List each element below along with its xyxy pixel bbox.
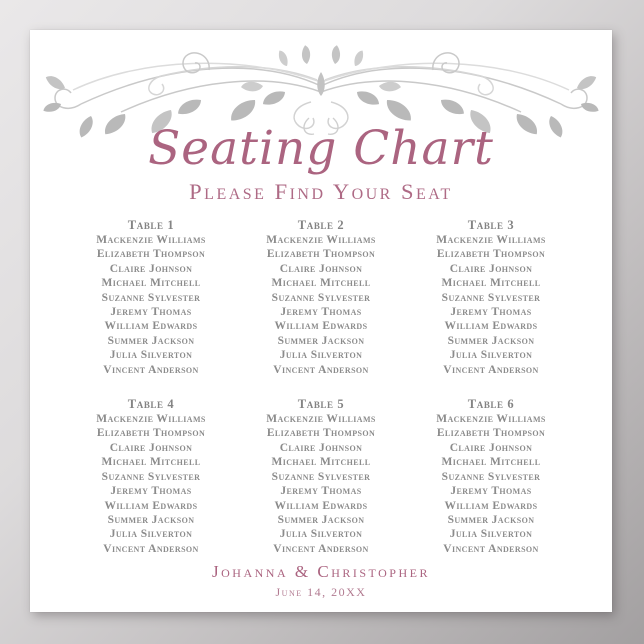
guest-name: Jeremy Thomas: [110, 485, 192, 498]
guest-name: Summer Jackson: [447, 334, 535, 347]
guest-name: Vincent Anderson: [103, 542, 199, 555]
guest-name: Jeremy Thomas: [450, 485, 532, 498]
guest-name: Michael Mitchell: [101, 277, 201, 290]
table-1-header: Table 1: [127, 218, 175, 232]
guest-name: Claire Johnson: [449, 441, 533, 454]
guest-name: Summer Jackson: [447, 513, 535, 526]
table-5-guests: [236, 412, 406, 556]
guest-name: Suzanne Sylvester: [441, 291, 541, 304]
guest-name: Jeremy Thomas: [280, 485, 362, 498]
guest-name: Jeremy Thomas: [110, 306, 192, 319]
guest-name: Julia Silverton: [279, 528, 363, 541]
guest-name: Suzanne Sylvester: [101, 470, 201, 483]
table-5-header: Table 5: [297, 397, 345, 412]
guest-name: Vincent Anderson: [273, 363, 369, 376]
guest-name: William Edwards: [444, 320, 538, 333]
guest-name: Michael Mitchell: [271, 277, 371, 290]
table-2-header: Table 2: [297, 218, 345, 232]
table-6-list: [406, 396, 576, 556]
table-2-list: [236, 217, 406, 377]
table-1-list: [66, 217, 236, 377]
couple-names: Johanna & Christopher: [212, 562, 430, 581]
guest-name: Julia Silverton: [279, 349, 363, 362]
table-3-list: [406, 217, 576, 377]
guest-name: Elizabeth Thompson: [96, 248, 206, 261]
guest-name: Elizabeth Thompson: [96, 427, 206, 440]
poster-footer: [30, 562, 612, 599]
table-3-guests: [406, 233, 576, 377]
table-4-guests: [66, 412, 236, 556]
wedding-date: June 14, 20XX: [275, 585, 367, 599]
guest-name: Elizabeth Thompson: [266, 248, 376, 261]
guest-name: Julia Silverton: [449, 528, 533, 541]
guest-name: Mackenzie Williams: [436, 234, 546, 246]
guest-name: Mackenzie Williams: [266, 234, 376, 246]
guest-name: Mackenzie Williams: [96, 234, 206, 246]
table-grid: [66, 217, 576, 556]
guest-name: Mackenzie Williams: [436, 413, 546, 426]
guest-name: Claire Johnson: [449, 262, 533, 275]
guest-name: Suzanne Sylvester: [101, 291, 201, 304]
guest-name: Claire Johnson: [279, 441, 363, 454]
guest-name: Vincent Anderson: [443, 542, 539, 555]
poster-title: Seating Chart: [148, 121, 494, 176]
guest-name: Summer Jackson: [277, 513, 365, 526]
guest-name: Suzanne Sylvester: [271, 291, 371, 304]
guest-name: Suzanne Sylvester: [441, 470, 541, 483]
guest-name: Michael Mitchell: [271, 456, 371, 469]
guest-name: Elizabeth Thompson: [266, 427, 376, 440]
guest-name: Claire Johnson: [109, 441, 193, 454]
guest-name: Michael Mitchell: [441, 456, 541, 469]
guest-name: Summer Jackson: [107, 513, 195, 526]
guest-name: Summer Jackson: [107, 334, 195, 347]
guest-name: Suzanne Sylvester: [271, 470, 371, 483]
guest-name: Jeremy Thomas: [450, 306, 532, 319]
table-2-guests: [236, 233, 406, 377]
guest-name: William Edwards: [444, 499, 538, 512]
guest-name: Vincent Anderson: [103, 363, 199, 376]
guest-name: Vincent Anderson: [273, 542, 369, 555]
guest-name: Julia Silverton: [449, 349, 533, 362]
table-6-guests: [406, 412, 576, 556]
table-1-guests: [66, 233, 236, 377]
guest-name: Vincent Anderson: [443, 363, 539, 376]
guest-name: Elizabeth Thompson: [436, 248, 546, 261]
table-5-list: [236, 396, 406, 556]
guest-name: Claire Johnson: [109, 262, 193, 275]
guest-name: Elizabeth Thompson: [436, 427, 546, 440]
guest-name: William Edwards: [104, 499, 198, 512]
table-6-header: Table 6: [467, 397, 515, 412]
guest-name: Julia Silverton: [109, 349, 193, 362]
guest-name: Jeremy Thomas: [280, 306, 362, 319]
guest-name: Michael Mitchell: [101, 456, 201, 469]
guest-name: William Edwards: [274, 499, 368, 512]
guest-name: Mackenzie Williams: [266, 413, 376, 426]
guest-name: Summer Jackson: [277, 334, 365, 347]
guest-name: Michael Mitchell: [441, 277, 541, 290]
table-4-list: [66, 396, 236, 556]
seating-chart-poster: [30, 30, 612, 612]
table-3-header: Table 3: [467, 218, 515, 232]
poster-subtitle: Please Find Your Seat: [189, 179, 453, 204]
guest-name: William Edwards: [274, 320, 368, 333]
guest-name: William Edwards: [104, 320, 198, 333]
guest-name: Mackenzie Williams: [96, 413, 206, 426]
table-4-header: Table 4: [127, 397, 175, 412]
guest-name: Claire Johnson: [279, 262, 363, 275]
guest-name: Julia Silverton: [109, 528, 193, 541]
